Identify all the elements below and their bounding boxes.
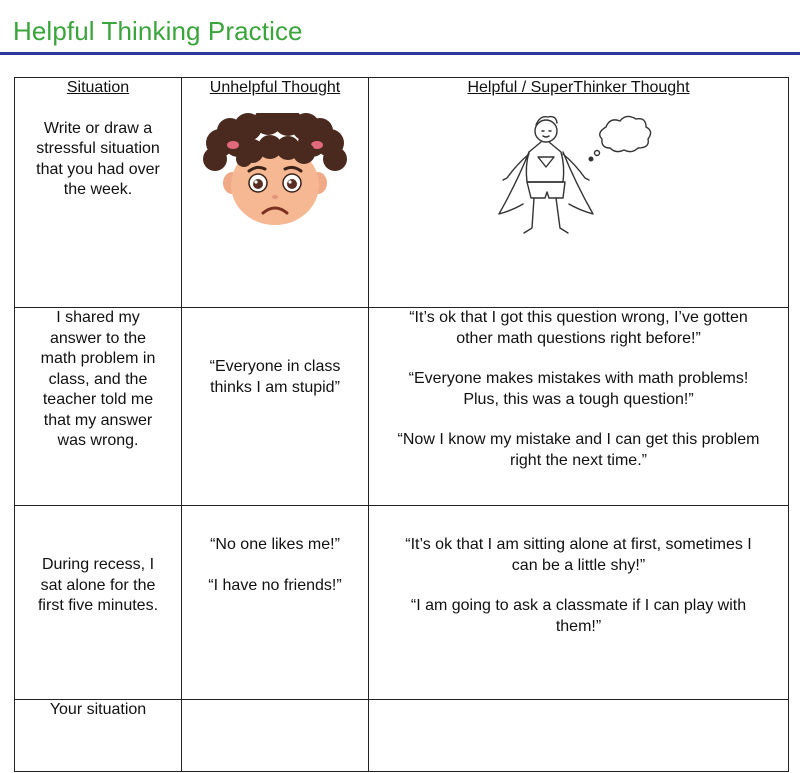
helpful-thought-cell	[369, 506, 789, 700]
helpful-thought-1: “It’s ok that I got this question wrong, I’ve gotten other math questions right before!”	[409, 309, 748, 347]
instructions-text: Write or draw a stressful situation that you had over the week.	[36, 119, 160, 198]
title-divider	[0, 52, 800, 55]
your-situation-row	[15, 700, 789, 772]
worried-girl-face-icon	[200, 113, 350, 229]
page-title: Helpful Thinking Practice	[13, 16, 303, 46]
helpful-thought-1: “It’s ok that I am sitting alone at first, sometimes I can be a little shy!”	[405, 536, 752, 574]
situation-header: Situation	[66, 79, 130, 96]
header-row	[15, 78, 789, 308]
example-row-2	[15, 506, 789, 700]
superhero-thinking-icon	[494, 109, 664, 259]
practice-table	[14, 77, 789, 772]
situation-header-cell	[15, 78, 182, 308]
helpful-thought-2: “I am going to ask a classmate if I can play with them!”	[410, 597, 747, 635]
your-helpful-cell[interactable]	[369, 700, 789, 772]
unhelpful-header: Unhelpful Thought	[209, 79, 341, 96]
unhelpful-header-cell	[182, 78, 369, 308]
situation-cell: I shared my answer to the math problem in class, and the teacher told me that my answer was wrong.	[15, 308, 182, 506]
your-situation-cell[interactable]: Your situation	[15, 700, 182, 772]
unhelpful-thought-cell: “Everyone in class thinks I am stupid”	[182, 308, 369, 506]
your-unhelpful-cell[interactable]	[182, 700, 369, 772]
unhelpful-thought-cell: “No one likes me!” “I have no friends!”	[182, 506, 369, 700]
helpful-thought-3: “Now I know my mistake and I can get this problem right the next time.”	[397, 431, 760, 469]
helpful-header-cell	[369, 78, 789, 308]
example-row-1	[15, 308, 789, 506]
helpful-header: Helpful / SuperThinker Thought	[467, 79, 690, 96]
situation-cell: During recess, I sat alone for the first five minutes.	[15, 506, 182, 700]
helpful-thought-2: “Everyone makes mistakes with math problems! Plus, this was a tough question!”	[408, 370, 749, 408]
helpful-thought-cell	[369, 308, 789, 506]
